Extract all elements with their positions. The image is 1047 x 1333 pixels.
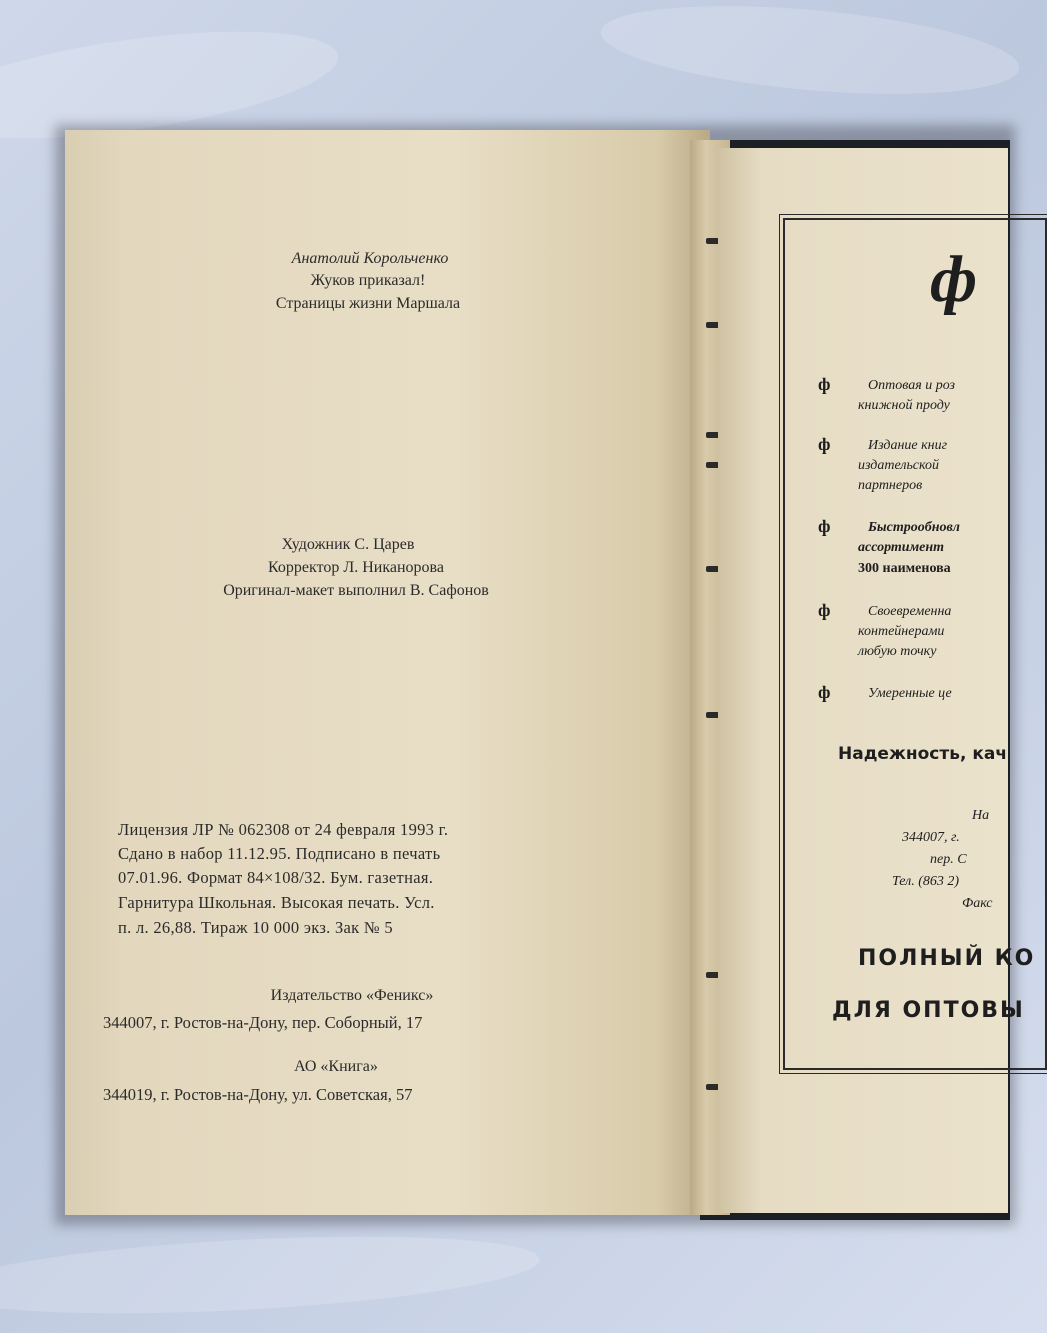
ad-footer-line: ДЛЯ ОПТОВЫ [832,998,1025,1023]
publisher-logo-icon: ф [930,243,978,316]
bullet-logo-icon: ф [818,600,831,620]
credit-artist: Художник С. Царев [281,536,415,553]
ad-bullet-text: Умеренные це [868,686,952,701]
bullet-logo-icon: ф [818,434,831,454]
credit-proofreader: Корректор Л. Никанорова [268,559,444,576]
imprint-line: Гарнитура Школьная. Высокая печать. Усл. [118,893,435,912]
ad-bullet-text: любую точку [858,644,937,659]
ad-bullet-text: партнеров [858,478,923,493]
ad-bullet-text: Своевременна [868,604,952,619]
publisher-name: Издательство «Феникс» [270,987,434,1004]
ad-address-line: пер. С [930,852,967,867]
bullet-logo-icon: ф [818,682,831,702]
ad-bullet-text: 300 наименова [858,561,951,576]
book-subtitle: Страницы жизни Маршала [275,295,461,312]
ad-bullet-text: Быстрообновл [868,520,960,535]
printer-address: 344019, г. Ростов-на-Дону, ул. Советская, 57 [103,1085,413,1104]
advertisement-page-clip [718,148,1036,1213]
ad-bullet-text: контейнерами [858,624,945,639]
imprint-line: п. л. 26,88. Тираж 10 000 экз. Зак № 5 [118,918,393,937]
imprint-line: Сдано в набор 11.12.95. Подписано в печать [118,844,441,863]
book-title: Жуков приказал! [310,272,426,289]
ad-address-line: Факс [962,896,993,911]
imprint-line: Лицензия ЛР № 062308 от 24 февраля 1993 г. [118,820,449,839]
imprint-line: 07.01.96. Формат 84×108/32. Бум. газетная. [118,868,434,887]
ad-bullet-text: книжной проду [858,398,950,413]
credit-layout: Оригинал-макет выполнил В. Сафонов [223,582,489,599]
ad-address-line: Тел. (863 2) [892,874,960,889]
bullet-logo-icon: ф [818,516,831,536]
ad-bullet-text: Оптовая и роз [868,378,955,393]
bullet-logo-icon: ф [818,374,831,394]
publisher-address: 344007, г. Ростов-на-Дону, пер. Соборный, 17 [103,1013,423,1032]
printer-name: АО «Книга» [294,1058,378,1075]
ad-address-line: На [972,808,990,823]
ad-bullet-text: ассортимент [858,540,945,555]
ad-address-line: 344007, г. [902,830,960,845]
ad-bullet-text: издательской [858,458,940,473]
ad-slogan: Надежность, кач [838,744,1008,764]
ad-bullet-text: Издание книг [868,438,948,453]
book-author: Анатолий Корольченко [291,250,449,267]
ad-footer-line: ПОЛНЫЙ КО [858,946,1036,971]
